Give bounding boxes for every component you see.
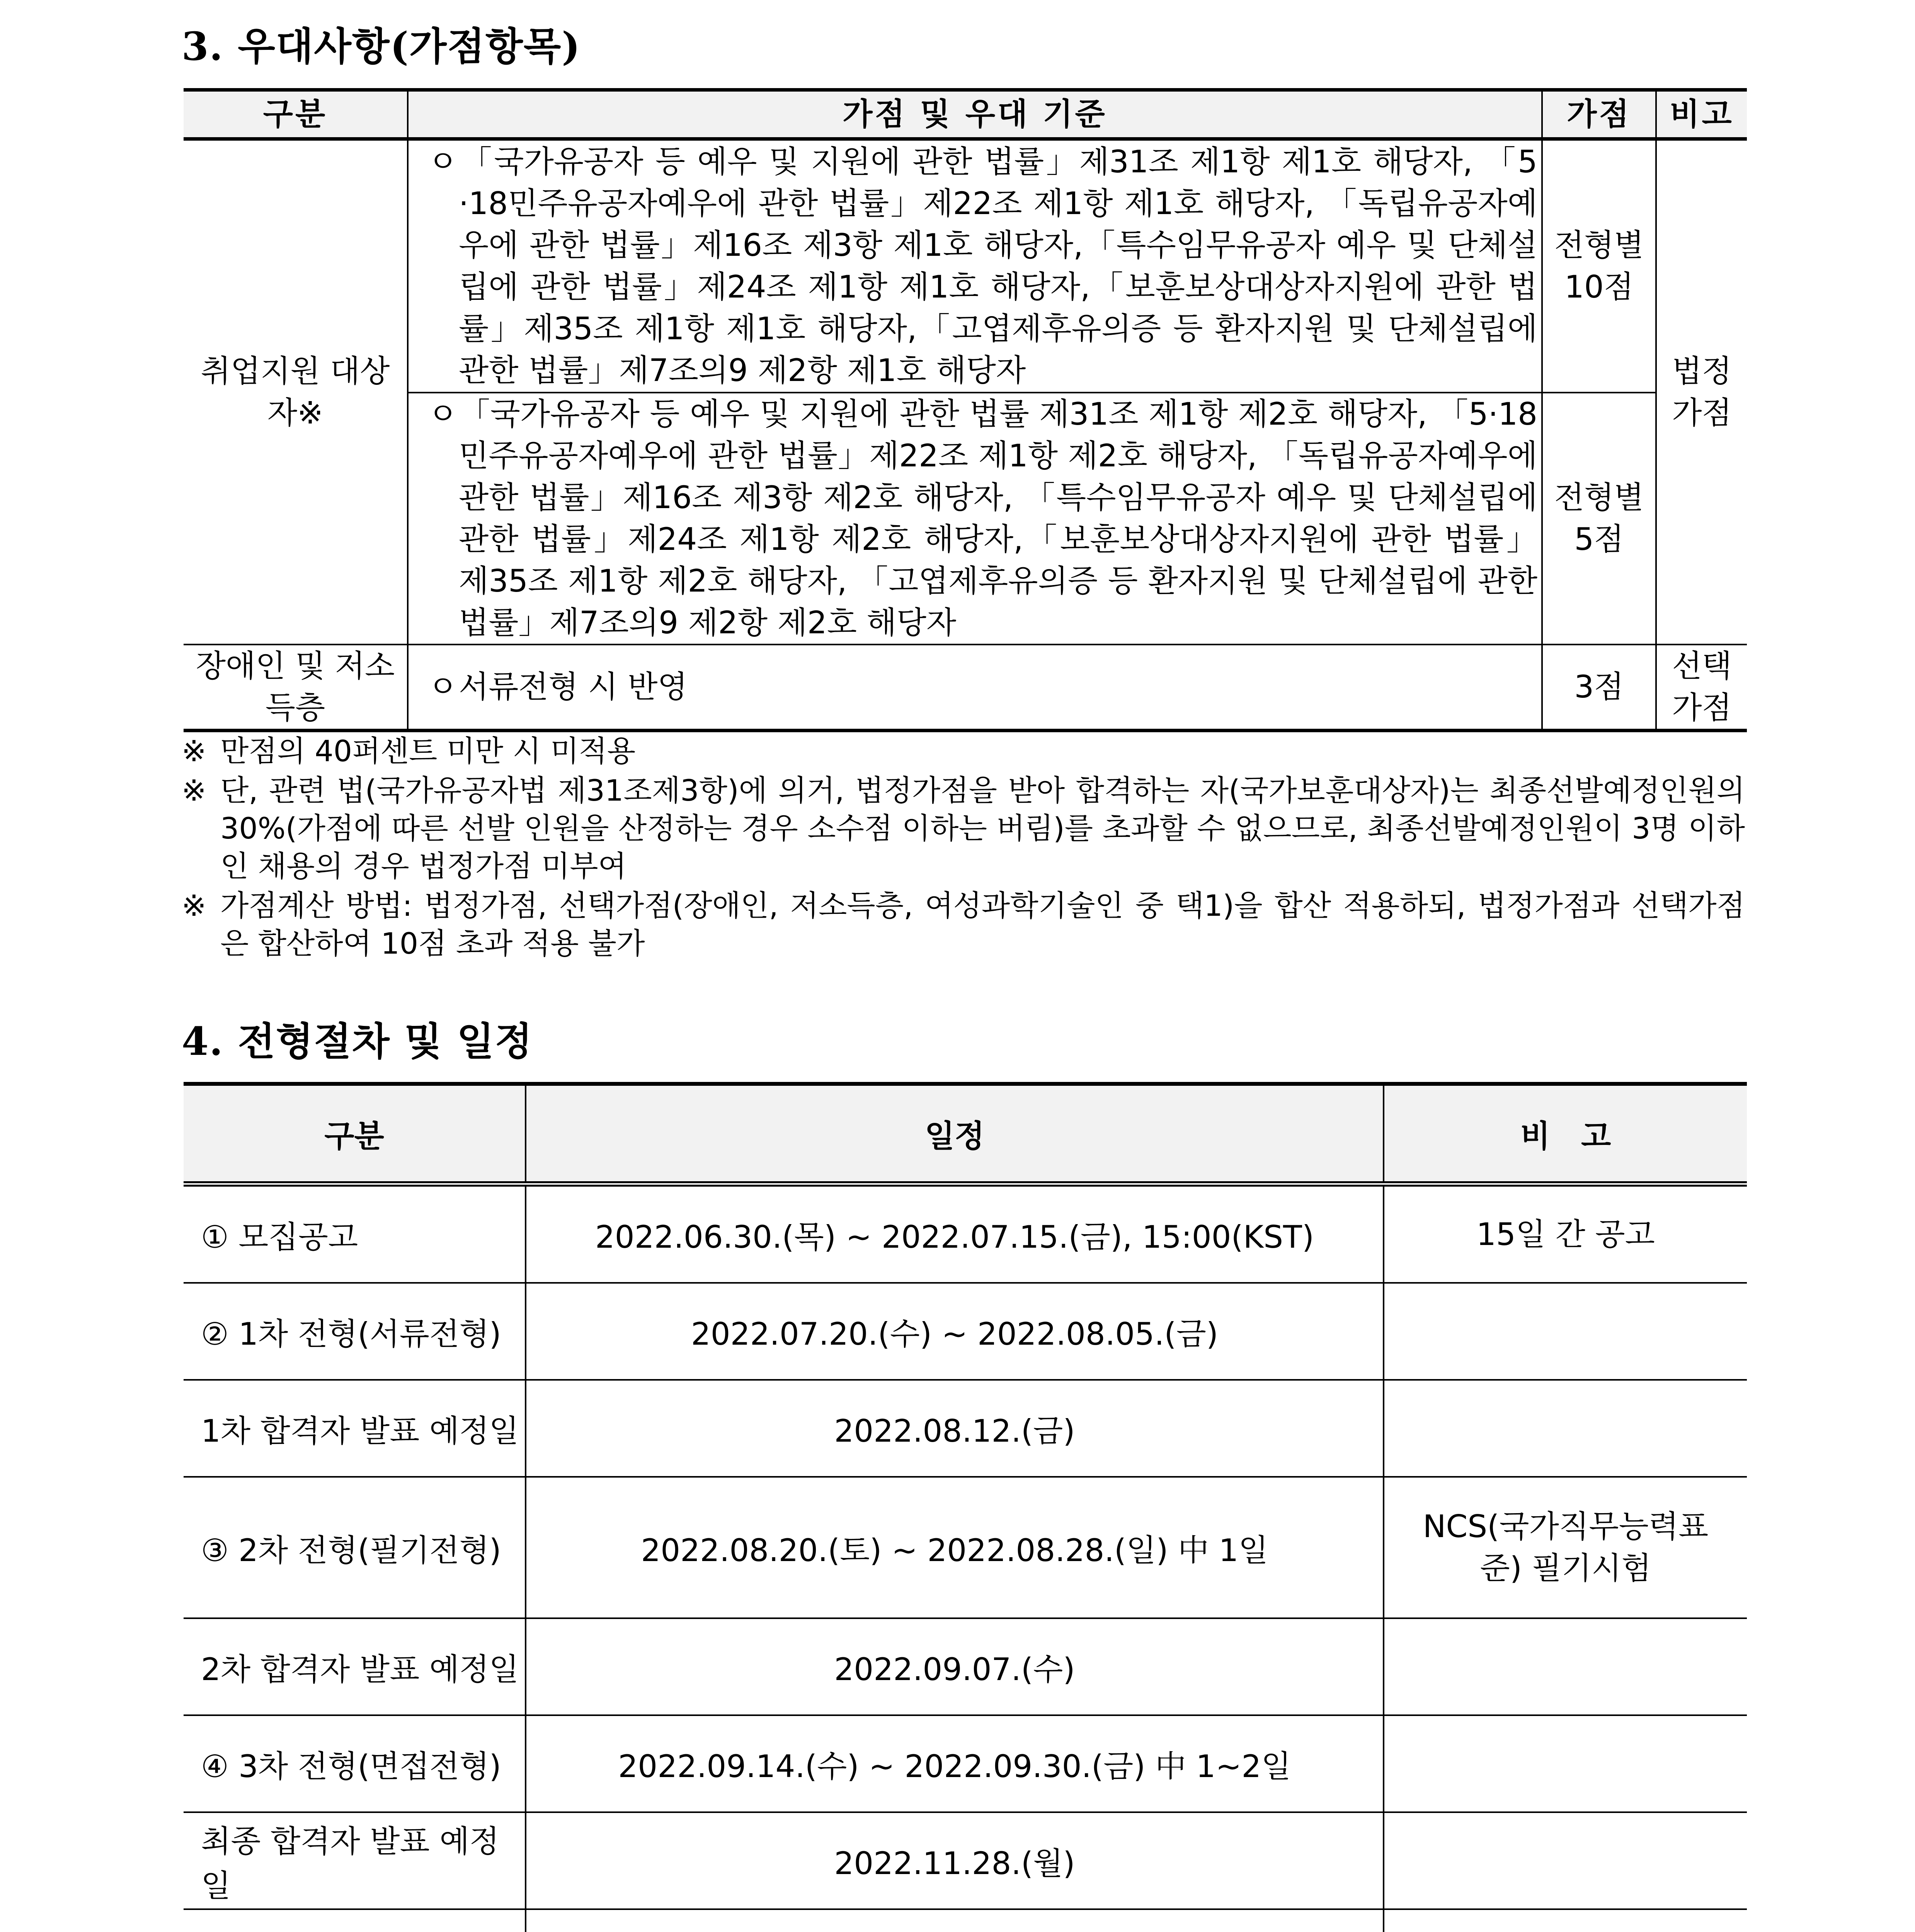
header-note: 비고	[1656, 90, 1747, 139]
criteria-text: 서류전형 시 반영	[459, 669, 688, 705]
header-criteria: 가점 및 우대 기준	[408, 90, 1542, 139]
category-cell: 장애인 및 저소득층	[184, 645, 408, 731]
table-row	[184, 1184, 1747, 1283]
schedule-cell: 2022.09.07.(수)	[526, 1618, 1384, 1715]
schedule-cell	[526, 1909, 1384, 1932]
stage-cell: 1차 합격자 발표 예정일	[184, 1380, 526, 1477]
remarks-cell	[1384, 1909, 1747, 1932]
remarks-cell	[1384, 1283, 1747, 1380]
points-cell: 3점	[1542, 645, 1656, 731]
table-row	[184, 1812, 1747, 1909]
schedule-cell: 2022.08.12.(금)	[526, 1380, 1384, 1477]
table-row	[184, 1909, 1747, 1932]
section-3-notes	[182, 732, 1745, 964]
table-row	[184, 645, 1747, 731]
table-row	[184, 1715, 1747, 1812]
table-row	[184, 1380, 1747, 1477]
stage-cell	[184, 1909, 526, 1932]
schedule-cell: 2022.11.28.(월)	[526, 1812, 1384, 1909]
remarks-cell: 15일 간 공고	[1384, 1184, 1747, 1283]
section-4-title: 4. 전형절차 및 일정	[182, 1019, 533, 1064]
table-row	[184, 393, 1747, 645]
points-cell: 전형별 10점	[1542, 139, 1656, 393]
stage-cell: ② 1차 전형(서류전형)	[184, 1283, 526, 1380]
header-schedule: 일정	[526, 1084, 1384, 1184]
table-row	[184, 1477, 1747, 1618]
criteria-text: 「국가유공자 등 예우 및 지원에 관한 법률」제31조 제1항 제1호 해당자, 「5 ·18민주유공자예우에 관한 법률」제22조 제1항 제1호 해당자, 「독립유공자예우에 관한 법률」제16조 제3항 제1호 해당자,「특수임무유공자 예우 및 단체설립에 관한 법률」제24조 제1항 제1호 해당자,「보훈보상대상자지원에 관한 법률」제35조 제1항 제1호 해당자,「고엽제후유의증 등 환자지원 및 단체설립에 관한 법률」제7조의9 제2항 제1호 해당자	[459, 144, 1537, 388]
note-item: ※ 만점의 40퍼센트 미만 시 미적용	[182, 734, 636, 768]
header-points: 가점	[1542, 90, 1656, 139]
criteria-cell: ㅇ「국가유공자 등 예우 및 지원에 관한 법률 제31조 제1항 제2호 해당자, 「5·18민주유공자예우에 관한 법률」제22조 제1항 제2호 해당자, 「독립유공자예우에 관한 법률」제16조 제3항 제2호 해당자, 「특수임무유공자 예우 및 단체설립에 관한 법률」제24조 제1항 제2호 해당자,「보훈보상대상자지원에 관한 법률」 제35조 제1항 제2호 해당자, 「고엽제후유의증 등 환자지원 및 단체설립에 관한 법률」제7조의9 제2항 제2호 해당자	[408, 393, 1542, 645]
header-category: 구분	[184, 90, 408, 139]
note-cell: 법정 가점	[1656, 139, 1747, 645]
table-row	[184, 1618, 1747, 1715]
criteria-cell: ㅇ서류전형 시 반영	[408, 645, 1542, 731]
table-row	[184, 139, 1747, 393]
section-3-title: 3. 우대사항(가점항목)	[182, 24, 581, 69]
criteria-cell: ㅇ「국가유공자 등 예우 및 지원에 관한 법률」제31조 제1항 제1호 해당자, 「5 ·18민주유공자예우에 관한 법률」제22조 제1항 제1호 해당자, 「독립유공자예우에 관한 법률」제16조 제3항 제1호 해당자,「특수임무유공자 예우 및 단체설립에 관한 법률」제24조 제1항 제1호 해당자,「보훈보상대상자지원에 관한 법률」제35조 제1항 제1호 해당자,「고엽제후유의증 등 환자지원 및 단체설립에 관한 법률」제7조의9 제2항 제1호 해당자	[408, 139, 1542, 393]
stage-cell: 최종 합격자 발표 예정일	[184, 1812, 526, 1909]
remarks-cell	[1384, 1715, 1747, 1812]
criteria-text: 「국가유공자 등 예우 및 지원에 관한 법률 제31조 제1항 제2호 해당자, 「5·18민주유공자예우에 관한 법률」제22조 제1항 제2호 해당자, 「독립유공자예우에 관한 법률」제16조 제3항 제2호 해당자, 「특수임무유공자 예우 및 단체설립에 관한 법률」제24조 제1항 제2호 해당자,「보훈보상대상자지원에 관한 법률」 제35조 제1항 제2호 해당자, 「고엽제후유의증 등 환자지원 및 단체설립에 관한 법률」제7조의9 제2항 제2호 해당자	[459, 396, 1537, 641]
category-cell: 취업지원 대상자※	[184, 139, 408, 645]
preference-table-header	[184, 90, 1747, 139]
schedule-cell: 2022.08.20.(토) ~ 2022.08.28.(일) 中 1일	[526, 1477, 1384, 1618]
schedule-cell: 2022.07.20.(수) ~ 2022.08.05.(금)	[526, 1283, 1384, 1380]
schedule-table-header	[184, 1084, 1747, 1184]
remarks-cell: NCS(국가직무능력표준) 필기시험	[1384, 1477, 1747, 1618]
note-item: ※ 가점계산 방법: 법정가점, 선택가점(장애인, 저소득층, 여성과학기술인 중 택1)을 합산 적용하되, 법정가점과 선택가점은 합산하여 10점 초과 적용 불가	[182, 888, 1745, 961]
note-item: ※ 단, 관련 법(국가유공자법 제31조제3항)에 의거, 법정가점을 받아 합격하는 자(국가보훈대상자)는 최종선발예정인원의 30%(가점에 따른 선발 인원을 산정하는 경우 소수점 이하는 버림)를 초과할 수 없으므로, 최종선발예정인원이 3명 이하인 채용의 경우 법정가점 미부여	[182, 773, 1745, 883]
header-remarks: 비 고	[1384, 1084, 1747, 1184]
header-stage: 구분	[184, 1084, 526, 1184]
remarks-cell	[1384, 1380, 1747, 1477]
remarks-cell	[1384, 1618, 1747, 1715]
stage-cell: ④ 3차 전형(면접전형)	[184, 1715, 526, 1812]
table-row	[184, 1283, 1747, 1380]
schedule-cell: 2022.06.30.(목) ~ 2022.07.15.(금), 15:00(KST)	[526, 1184, 1384, 1283]
preference-table	[184, 88, 1747, 732]
schedule-table	[184, 1082, 1747, 1932]
stage-cell: ③ 2차 전형(필기전형)	[184, 1477, 526, 1618]
schedule-cell: 2022.09.14.(수) ~ 2022.09.30.(금) 中 1~2일	[526, 1715, 1384, 1812]
stage-cell: 2차 합격자 발표 예정일	[184, 1618, 526, 1715]
stage-cell: ① 모집공고	[184, 1184, 526, 1283]
remarks-cell	[1384, 1812, 1747, 1909]
note-cell: 선택 가점	[1656, 645, 1747, 731]
points-cell: 전형별 5점	[1542, 393, 1656, 645]
